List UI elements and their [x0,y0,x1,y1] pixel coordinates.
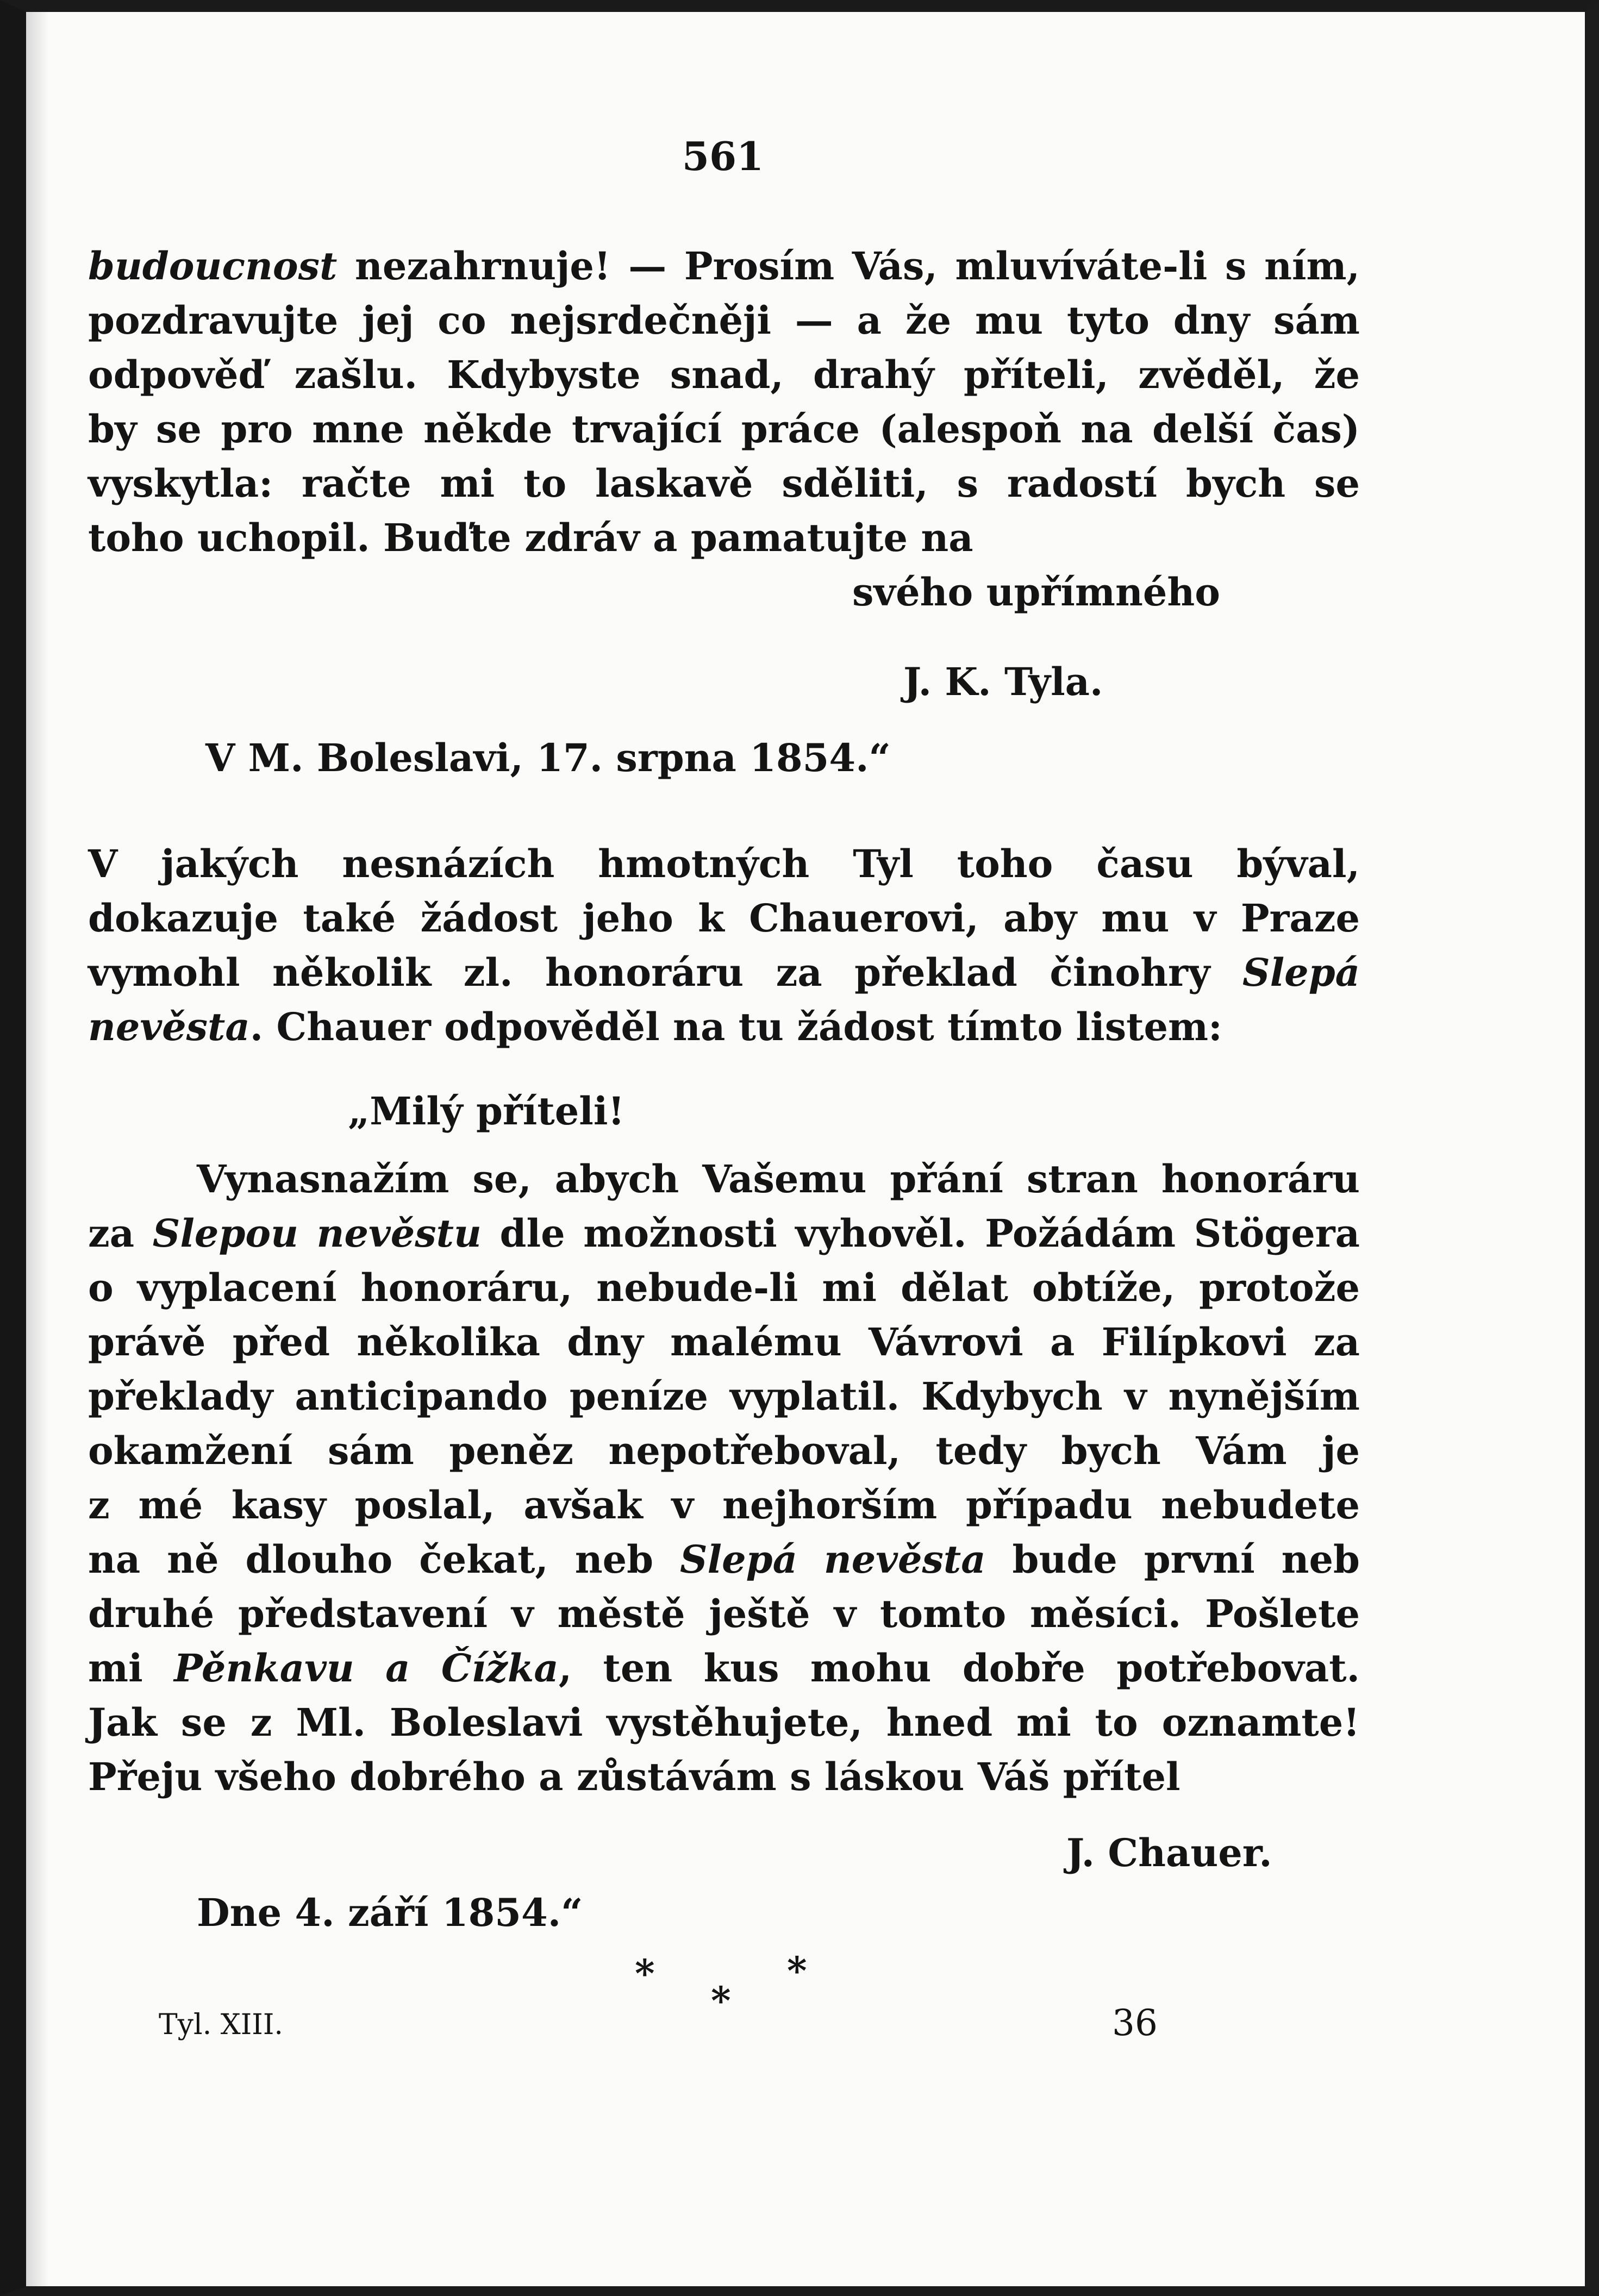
italic-title: Slepá [1242,950,1360,995]
italic-title: Slepou nevěstu [152,1211,482,1256]
letter1-place-date: V M. Boleslavi, 17. srpna 1854.“ [205,735,891,780]
text-line: z mé kasy poslal, avšak v nejhorším případu nebudete [88,1482,1360,1528]
letter1-signature: J. K. Tyla. [903,659,1103,704]
line-text: . Chauer odpověděl na tu žádost tímto listem: [249,1004,1222,1049]
italic-title: Pěnkavu a Čížka [174,1646,559,1691]
letter1-closing: svého upřímného [852,570,1220,615]
text-line: pozdravujte jej co nejsrdečněji — a že mu tyto dny sám [88,298,1360,343]
italic-title: Slepá nevěsta [679,1537,986,1582]
text-line: okamžení sám peněz nepotřeboval, tedy bych Vám je [88,1428,1360,1473]
letter2-salutation: „Milý příteli! [348,1088,625,1134]
text-line [88,1532,1360,1587]
text-line: by se pro mne někde trvající práce (alespoň na delší čas) [88,406,1360,452]
letter2-date: Dne 4. září 1854.“ [197,1890,583,1935]
line-text: na ně dlouho čekat, neb [88,1537,680,1582]
letter1-body [88,239,1360,565]
text-line: druhé představení v městě ještě v tomto měsíci. Pošlete [88,1591,1360,1636]
line-text: bude první neb [985,1537,1360,1582]
letter2-signature: J. Chauer. [1066,1830,1272,1875]
sheet-number: 36 [1112,2002,1158,2044]
separator-star: * [635,1951,655,1996]
separator-star: * [787,1948,807,1993]
text-line [88,946,1360,1000]
text-line: Vynasnažím se, abych Vašemu přání stran honoráru [197,1156,1360,1202]
separator-star: * [711,1978,731,2023]
text-line [88,239,1360,293]
line-text: mi [88,1646,174,1691]
text-line: dokazuje také žádost jeho k Chauerovi, aby mu v Praze [88,896,1360,941]
text-line: vyskytla: račte mi to laskavě sděliti, s radostí bych se [88,461,1360,506]
line-text: dle možnosti vyhověl. Požádám Stögera [481,1211,1360,1256]
text-line: odpověď zašlu. Kdybyste snad, drahý příteli, zvěděl, že [88,352,1360,397]
text-line: právě před několika dny malému Vávrovi a Filípkovi za [88,1319,1360,1365]
text-line: Jak se z Ml. Boleslavi vystěhujete, hned mi to oznamte! [88,1700,1360,1745]
text-line: toho uchopil. Buďte zdráv a pamatujte na [88,515,973,560]
italic-word: budoucnost [88,243,338,289]
letter2-body [88,1152,1360,1804]
text-line: Přeju všeho dobrého a zůstávám s láskou Váš přítel [88,1754,1180,1799]
line-text: za [88,1211,153,1256]
narrative-paragraph [88,837,1360,1054]
text-line [88,1641,1360,1696]
line-text: vymohl několik zl. honoráru za překlad činohry [88,950,1243,995]
line-text: , ten kus mohu dobře potřebovat. [558,1646,1360,1691]
text-line [88,1206,1360,1261]
text-line [88,1000,1360,1054]
page-number: 561 [682,133,764,179]
italic-title: nevěsta [88,1004,250,1049]
signature-mark: Tyl. XIII. [159,2009,283,2041]
text-line: V jakých nesnázích hmotných Tyl toho času býval, [88,841,1360,886]
text-line: o vyplacení honoráru, nebude-li mi dělat obtíže, protože [88,1265,1360,1310]
line-text: nezahrnuje! — Prosím Vás, mluvíváte-li s ním, [337,243,1360,289]
page-gutter-shadow [26,12,49,2286]
text-line: překlady anticipando peníze vyplatil. Kdybych v nynějším [88,1374,1360,1419]
